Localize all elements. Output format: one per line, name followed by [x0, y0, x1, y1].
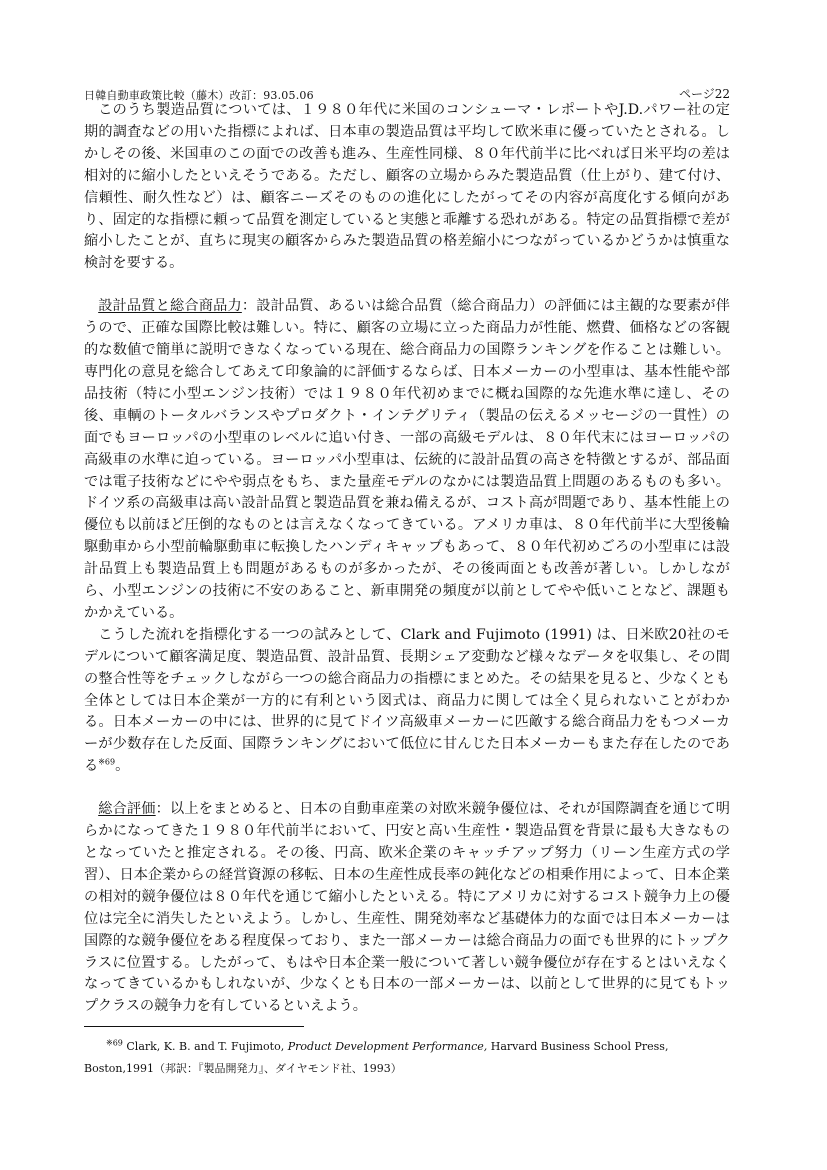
paragraph-design-quality — [84, 296, 730, 625]
section-gap — [84, 275, 730, 296]
section-gap — [84, 778, 730, 799]
paragraph-manufacturing-quality — [84, 100, 730, 275]
footnote-divider — [84, 1026, 304, 1027]
paragraph-text: こうした流れを指標化する一つの試みとして、Clark and Fujimoto (1991) は、日米欧20社のモデルについて顧客満足度、製造品質、設計品質、長期シェア変動など様々なデータを収集し、その間の整合性等をチェックしながら一つの総合商品力の指標にまとめた。その結果を見ると、少なくとも全体としては日本企業が一方的に有利という図式は、商品力に関しては全く見られないことがわかる。日本メーカーの中には、世界的に見てドイツ高級車メーカーに匹敵する総合商品力をもつメーカーが少数存在した反面、国際ランキングにおいて低位に甘んじた日本メーカーもまた存在したのである — [84, 626, 730, 775]
paragraph-text: ：設計品質、あるいは総合品質（総合商品力）の評価には主観的な要素が伴うので、正確な国際比較は難しい。特に、顧客の立場に立った商品力が性能、燃費、価格などの客観的な数値で簡単に説明できなくなっている現在、総合商品力の国際ランキングを作ることは難しい。専門化の意見を総合してあえて印象論的に評価するならば、日本メーカーの小型車は、基本性能や部品技術（特に小型エンジン技術）では１９８０年代初めまでに概ね国際的な先進水準に達し、その後、車輌のトータルバランスやプロダクト・インテグリティ（製品の伝えるメッセージの一貫性）の面でもヨーロッパの小型車のレベルに追い付き、一部の高級モデルは、８０年代末にはヨーロッパの高級車の水準に迫っている。ヨーロッパ小型車は、伝統的に設計品質の高さを特徴とするが、部品面では電子技術などにやや弱点をもち、また量産モデルのなかには製造品質上問題のあるものも多い。ドイツ系の高級車は高い設計品質と製造品質を兼ね備えるが、コスト高が問題であり、基本性能上の優位も以前ほど圧倒的なものとは言えなくなってきている。アメリカ車は、８０年代前半に大型後輪駆動車から小型前輪駆動車に転換したハンディキャップもあって、８０年代初めごろの小型車には設計品質上も製造品質上も問題があるものが多かったが、その後両面とも改善が著しい。しかしながら、小型エンジンの技術に不安のあること、新車開発の頻度が以前としてやや低いことなど、課題もかかえている。 — [84, 298, 730, 621]
paragraph-text: このうち製造品質については、１９８０年代に米国のコンシューマ・レポートやJ.D.パワー社の定期的調査などの用いた指標によれば、日本車の製造品質は平均して欧米車に優っていたとされる。しかしその後、米国車のこの面での改善も進み、生産性同様、８０年代前半に比べれば日米平均の差は相対的に縮小したといえそうである。ただし、顧客の立場からみた製造品質（仕上がり、建て付け、信頼性、耐久性など）は、顧客ニーズそのものの進化にしたがってその内容が高度化する傾向があり、固定的な指標に頼って品質を測定していると実態と乖離する恐れがある。特定の品質指標で差が縮小したことが、直ちに現実の顧客からみた製造品質の格差縮小につながっているかどうかは慎重な検討を要する。 — [84, 102, 730, 272]
footnote-book-title: Product Development Performance, — [287, 1040, 488, 1053]
footnote-reference: ※69 — [98, 757, 116, 767]
footnote-authors: Clark, K. B. and T. Fujimoto, — [126, 1040, 285, 1053]
paragraph-clark-fujimoto — [84, 625, 730, 778]
section-lead-overall-evaluation: 総合評価 — [98, 801, 156, 818]
paragraph-tail: 。 — [115, 758, 130, 775]
paragraph-overall-evaluation — [84, 799, 730, 1018]
footnote-mark: ※69 — [106, 1038, 123, 1048]
paragraph-text: ：以上をまとめると、日本の自動車産業の対欧米競争優位は、それが国際調査を通じて明らかになってきた１９８０年代前半において、円安と高い生産性・製造品質を背景に最も大きなものとなっていたと推定される。その後、円高、欧米企業のキャッチアップ努力（リーン生産方式の学習）、日本企業からの経営資源の移転、日本の生産性成長率の鈍化などの相乗作用によって、日本企業の相対的競争優位は８０年代を通じて縮小したといえる。特にアメリカに対するコスト競争力上の優位は完全に消失したといえよう。しかし、生産性、開発効率など基礎体力的な面では日本メーカーは国際的な競争優位をある程度保っており、また一部メーカーは総合商品力の面でも世界的にトップクラスに位置する。したがって、もはや日本企業一般について著しい競争優位が存在するとはいえなくなってきているかもしれないが、少なくとも日本の一部メーカーは、以前として世界的に見てもトップクラスの競争力を有しているといえよう。 — [84, 801, 730, 1015]
footnote — [84, 1036, 730, 1080]
running-title: 日韓自動車政策比較（藤木）改訂：93.05.06 — [84, 89, 314, 102]
page-number: ページ22 — [678, 87, 730, 101]
body-text — [84, 100, 730, 1018]
section-lead-design-quality: 設計品質と総合商品力 — [98, 298, 242, 315]
footnote-publisher: Harvard Business School Press, Boston,1991（邦訳：『製品開発力』、ダイヤモンド社、1993） — [84, 1040, 669, 1075]
